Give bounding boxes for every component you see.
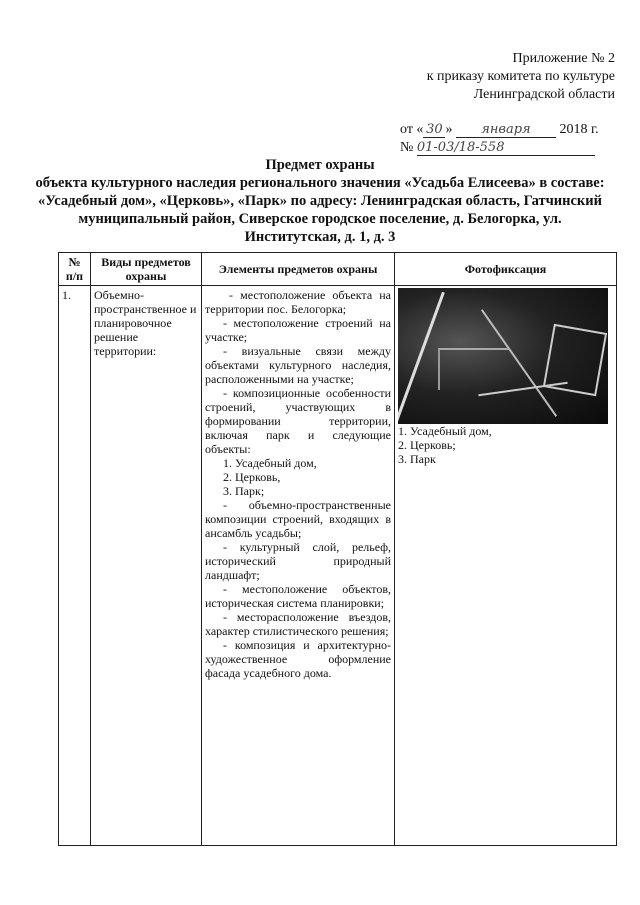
element-item: - композиция и архитектурно-художественное оформление фасада усадебного дома. xyxy=(205,638,391,680)
header-types: Виды предметов охраны xyxy=(91,253,202,286)
appendix-block xyxy=(400,50,615,104)
document-title xyxy=(30,156,610,246)
appendix-title: Приложение № 2 xyxy=(512,51,615,66)
element-item: - объемно-пространственные композиции строений, входящих в ансамбль усадьбы; xyxy=(205,498,391,540)
date-month: января xyxy=(456,122,556,138)
header-elements: Элементы предметов охраны xyxy=(202,253,395,286)
date-day: 30 xyxy=(423,122,445,138)
header-num: № п/п xyxy=(59,253,91,286)
title-object: объекта культурного наследия регионального значения «Усадьба Елисеева» в составе: «Усадебный дом», «Церковь», «Парк» по адресу: Ленинградская область, Гатчинский муниципальный район, Сиверское городское поселение, д. Белогорка, ул. Институтская, д. 1, д. 3 xyxy=(35,175,605,245)
aerial-photo xyxy=(398,288,608,424)
date-year: 2018 г. xyxy=(559,122,599,137)
element-item: - местоположение объекта на территории пос. Белогорка; xyxy=(205,288,391,316)
row-num: 1. xyxy=(59,286,91,846)
element-item: - местоположение строений на участке; xyxy=(205,316,391,344)
element-item: 1. Усадебный дом, xyxy=(223,456,317,470)
element-item: 3. Парк; xyxy=(223,484,265,498)
row-elements xyxy=(202,286,395,846)
caption-item: 3. Парк xyxy=(398,452,436,466)
caption-item: 2. Церковь; xyxy=(398,438,456,452)
date-prefix: от « xyxy=(400,122,424,137)
table-row xyxy=(59,286,617,846)
order-number: 01-03/18-558 xyxy=(417,140,595,156)
date-mid: » xyxy=(445,122,453,137)
caption-item: 1. Усадебный дом, xyxy=(398,424,492,438)
table-header-row xyxy=(59,253,617,286)
element-item: - месторасположение въездов, характер стилистического решения; xyxy=(205,610,391,638)
order-date-line xyxy=(400,122,599,138)
order-number-line xyxy=(400,140,595,156)
element-item: - композиционные особенности строений, участвующих в формировании территории, включая парк и следующие объекты: xyxy=(205,386,391,456)
appendix-region: Ленинградской области xyxy=(473,87,615,102)
title-heading: Предмет охраны xyxy=(265,157,375,173)
element-item: - местоположение объектов, историческая система планировки; xyxy=(205,582,391,610)
appendix-order-ref: к приказу комитета по культуре xyxy=(426,69,615,84)
element-item: - культурный слой, рельеф, исторический природный ландшафт; xyxy=(205,540,391,582)
row-photo xyxy=(395,286,617,846)
header-photo: Фотофиксация xyxy=(395,253,617,286)
number-prefix: № xyxy=(400,140,414,155)
protection-table xyxy=(58,252,617,846)
photo-caption xyxy=(398,424,613,466)
element-item: 2. Церковь, xyxy=(223,470,281,484)
element-item: - визуальные связи между объектами культурного наследия, расположенными на участке; xyxy=(205,344,391,386)
row-type: Объемно-пространственное и планировочное решение территории: xyxy=(91,286,202,846)
